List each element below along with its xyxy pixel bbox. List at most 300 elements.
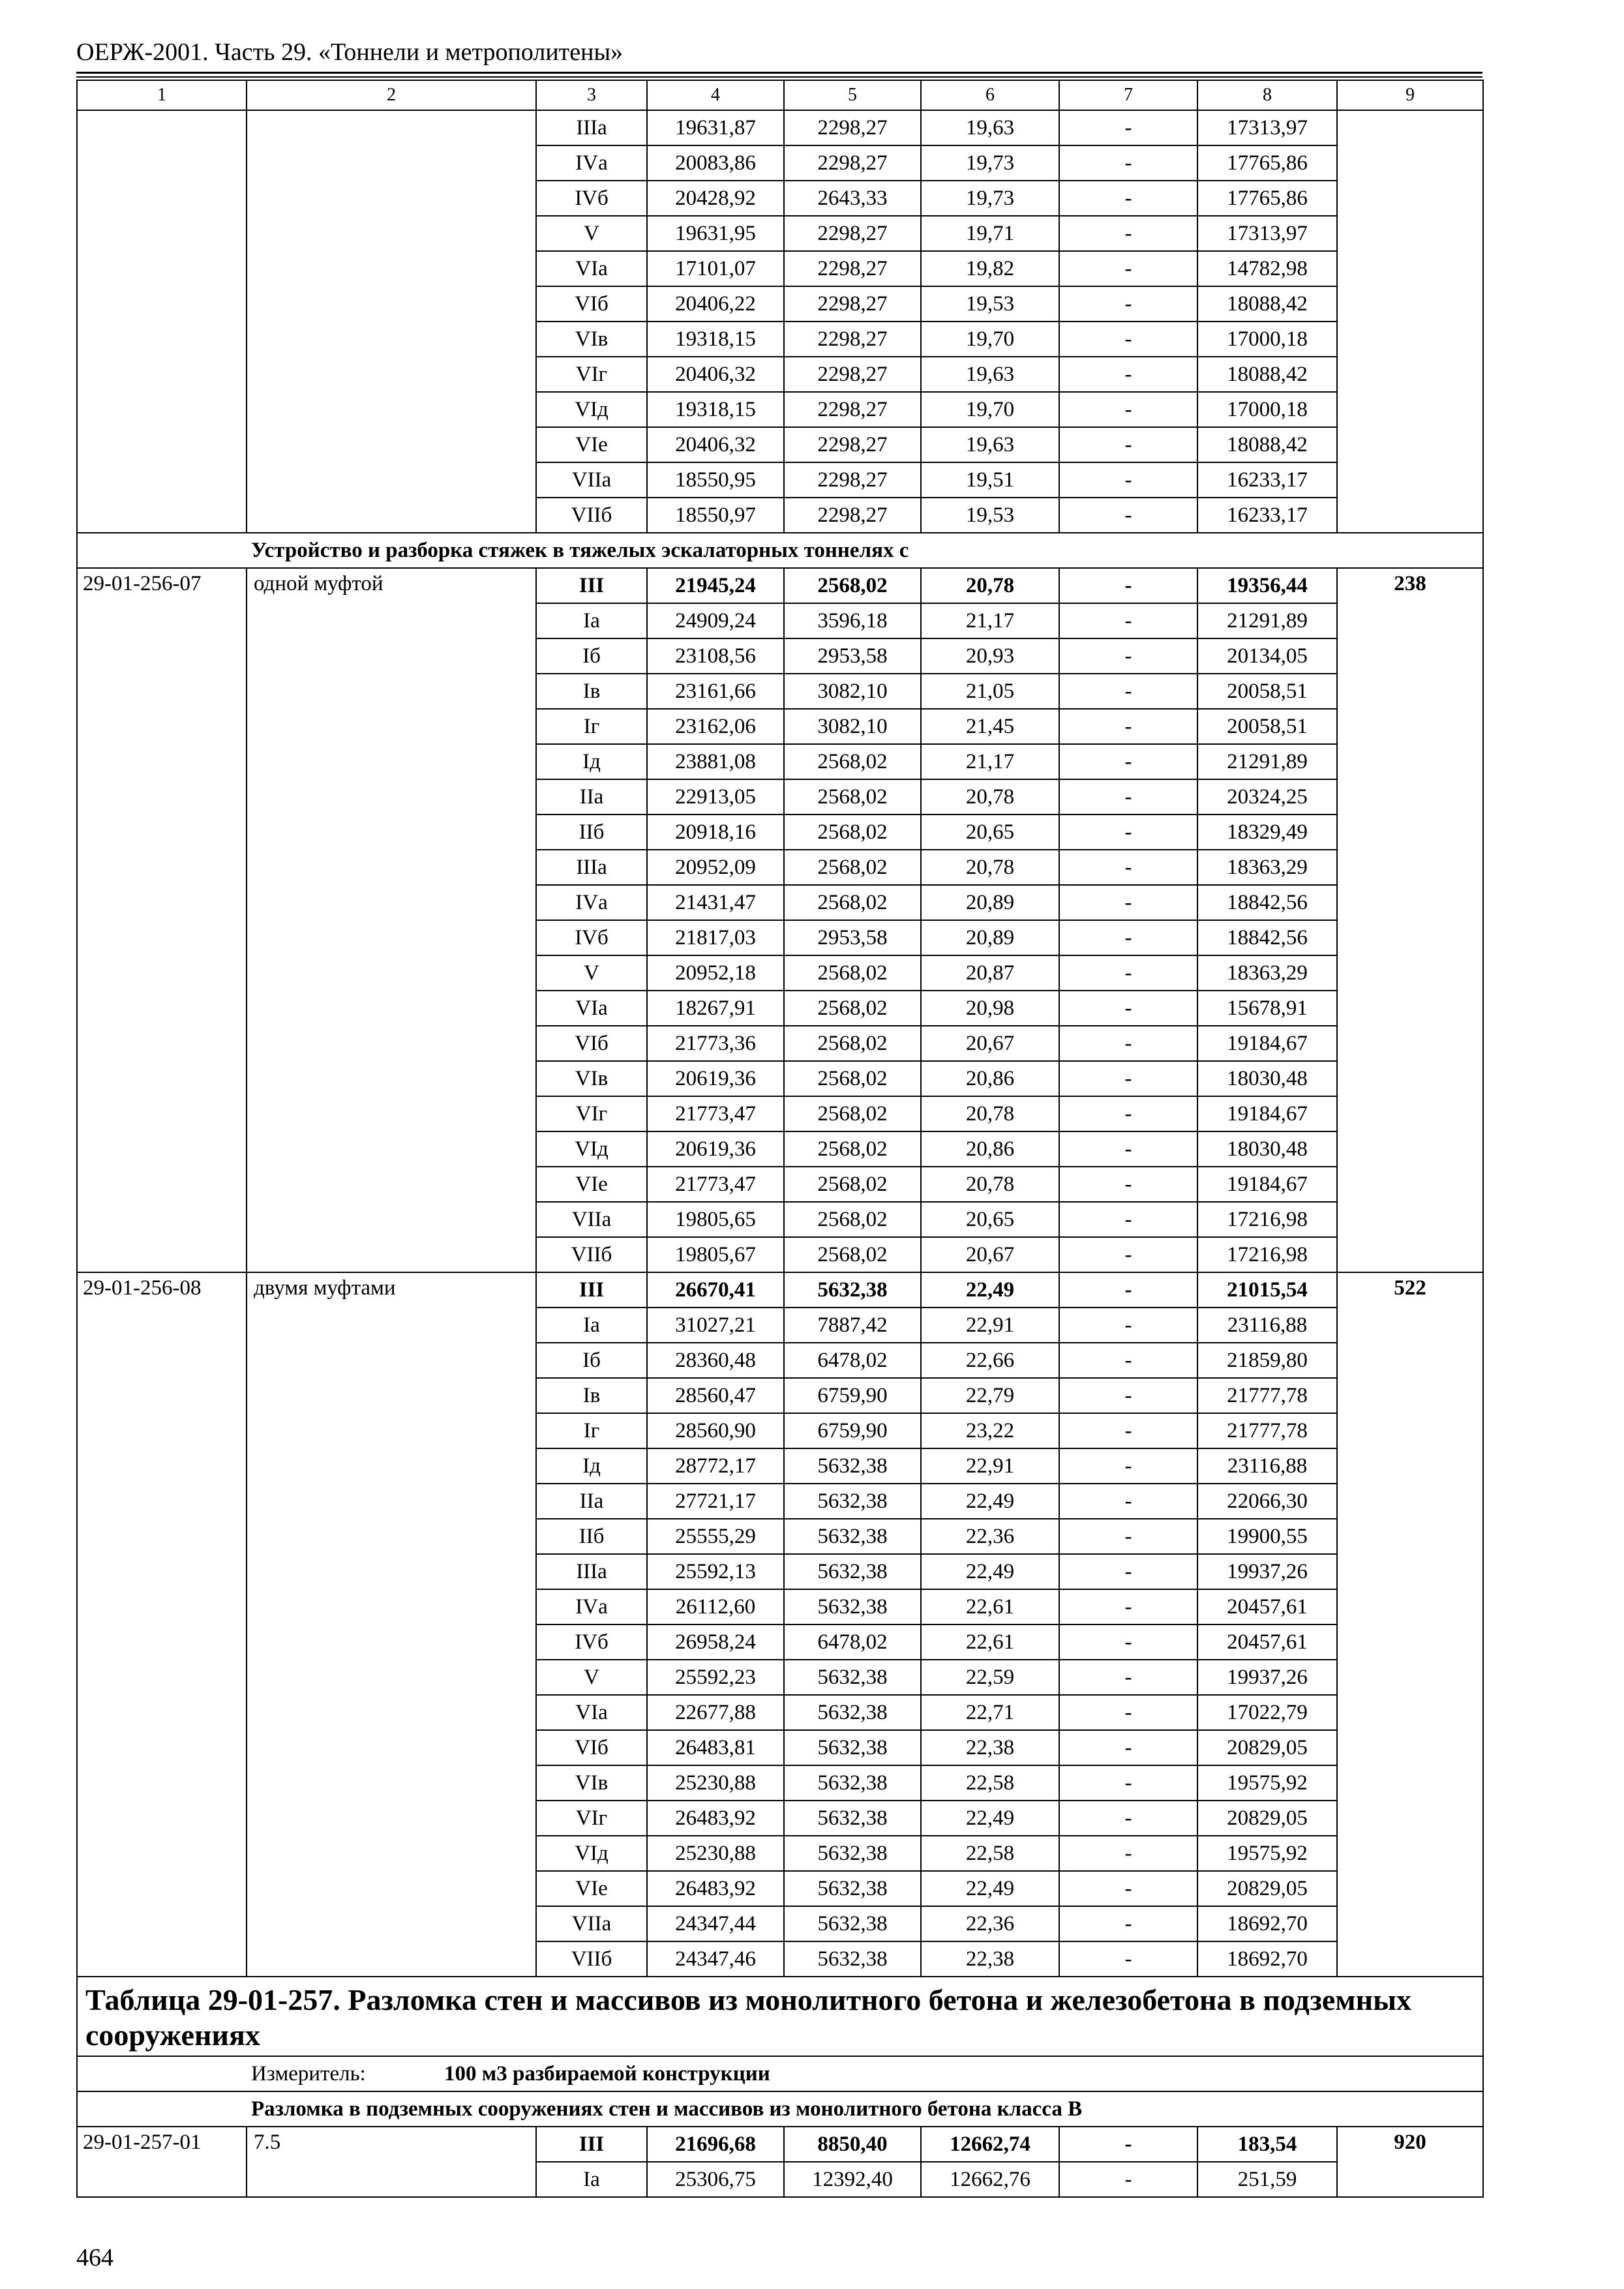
- driver-wage-cell: -: [1059, 427, 1197, 462]
- wage-cell: 5632,38: [784, 1554, 921, 1589]
- machine-cell: 22,91: [921, 1448, 1059, 1484]
- driver-wage-cell: -: [1059, 216, 1197, 251]
- column-number: 7: [1059, 80, 1197, 110]
- material-cell: 17313,97: [1197, 216, 1337, 251]
- measure-row: [77, 2056, 1483, 2091]
- machine-cell: 22,91: [921, 1308, 1059, 1343]
- wage-cell: 2298,27: [784, 498, 921, 533]
- zone-cell: VIд: [536, 1131, 647, 1167]
- machine-cell: 19,70: [921, 392, 1059, 427]
- total-cost-cell: 19805,67: [647, 1237, 784, 1272]
- measure-value: 100 м3 разбираемой конструкции: [444, 2062, 770, 2086]
- machine-cell: 23,22: [921, 1413, 1059, 1448]
- material-cell: 21291,89: [1197, 603, 1337, 638]
- total-cost-cell: 20406,32: [647, 357, 784, 392]
- table-title: Таблица 29-01-257. Разломка стен и массивов из монолитного бетона и железобетона в подземных сооружениях: [77, 1977, 1483, 2056]
- total-cost-cell: 20952,09: [647, 850, 784, 885]
- machine-cell: 22,49: [921, 1272, 1059, 1308]
- wage-cell: 12392,40: [784, 2162, 921, 2197]
- machine-cell: 21,45: [921, 709, 1059, 744]
- wage-cell: 6478,02: [784, 1624, 921, 1660]
- wage-cell: 2298,27: [784, 357, 921, 392]
- total-cost-cell: 19631,95: [647, 216, 784, 251]
- machine-cell: 19,53: [921, 498, 1059, 533]
- driver-wage-cell: -: [1059, 1624, 1197, 1660]
- zone-cell: VIг: [536, 1801, 647, 1836]
- total-cost-cell: 31027,21: [647, 1308, 784, 1343]
- material-cell: 19900,55: [1197, 1519, 1337, 1554]
- wage-cell: 2568,02: [784, 1096, 921, 1131]
- zone-cell: Iб: [536, 1343, 647, 1378]
- total-cost-cell: 25592,23: [647, 1660, 784, 1695]
- wage-cell: 3596,18: [784, 603, 921, 638]
- wage-cell: 2298,27: [784, 427, 921, 462]
- zone-cell: VIIб: [536, 1237, 647, 1272]
- section-title-row: [77, 2091, 1483, 2127]
- description-cell: [247, 110, 536, 533]
- zone-cell: IIа: [536, 1484, 647, 1519]
- material-cell: 19184,67: [1197, 1167, 1337, 1202]
- material-cell: 18692,70: [1197, 1941, 1337, 1977]
- zone-cell: IVб: [536, 1624, 647, 1660]
- total-cost-cell: 18550,95: [647, 462, 784, 498]
- driver-wage-cell: -: [1059, 1343, 1197, 1378]
- driver-wage-cell: -: [1059, 286, 1197, 322]
- measure-label: Измеритель:: [251, 2062, 366, 2086]
- material-cell: 20829,05: [1197, 1871, 1337, 1906]
- material-cell: 19575,92: [1197, 1765, 1337, 1801]
- driver-wage-cell: -: [1059, 1237, 1197, 1272]
- material-cell: 251,59: [1197, 2162, 1337, 2197]
- machine-cell: 19,53: [921, 286, 1059, 322]
- material-cell: 19184,67: [1197, 1096, 1337, 1131]
- wage-cell: 2953,58: [784, 638, 921, 674]
- zone-cell: VIIб: [536, 1941, 647, 1977]
- machine-cell: 22,58: [921, 1765, 1059, 1801]
- driver-wage-cell: -: [1059, 1202, 1197, 1237]
- total-cost-cell: 26483,92: [647, 1871, 784, 1906]
- driver-wage-cell: -: [1059, 1448, 1197, 1484]
- wage-cell: 2568,02: [784, 815, 921, 850]
- total-cost-cell: 20083,86: [647, 145, 784, 181]
- total-cost-cell: 23108,56: [647, 638, 784, 674]
- wage-cell: 5632,38: [784, 1906, 921, 1941]
- total-cost-cell: 20619,36: [647, 1061, 784, 1096]
- zone-cell: VIб: [536, 1026, 647, 1061]
- wage-cell: 2568,02: [784, 744, 921, 779]
- driver-wage-cell: -: [1059, 1378, 1197, 1413]
- zone-cell: III: [536, 568, 647, 603]
- machine-cell: 22,38: [921, 1941, 1059, 1977]
- driver-wage-cell: -: [1059, 1484, 1197, 1519]
- total-cost-cell: 21817,03: [647, 920, 784, 955]
- total-cost-cell: 28560,47: [647, 1378, 784, 1413]
- wage-cell: 2568,02: [784, 850, 921, 885]
- total-cost-cell: 19631,87: [647, 110, 784, 145]
- total-cost-cell: 25592,13: [647, 1554, 784, 1589]
- column-number: 2: [247, 80, 536, 110]
- rate-code-cell: 29-01-257-01: [77, 2127, 247, 2197]
- rate-code-cell: 29-01-256-08: [77, 1272, 247, 1977]
- driver-wage-cell: -: [1059, 1131, 1197, 1167]
- zone-cell: IVа: [536, 1589, 647, 1624]
- material-cell: 20829,05: [1197, 1730, 1337, 1765]
- resource-code-cell: [1337, 110, 1483, 533]
- resource-code-cell: 522: [1337, 1272, 1483, 1977]
- description-cell: 7.5: [247, 2127, 536, 2197]
- zone-cell: Iд: [536, 1448, 647, 1484]
- wage-cell: 6759,90: [784, 1378, 921, 1413]
- driver-wage-cell: -: [1059, 1308, 1197, 1343]
- zone-cell: VIв: [536, 1765, 647, 1801]
- machine-cell: 20,87: [921, 955, 1059, 991]
- total-cost-cell: 26112,60: [647, 1589, 784, 1624]
- description-cell: одной муфтой: [247, 568, 536, 1272]
- zone-cell: V: [536, 1660, 647, 1695]
- machine-cell: 20,78: [921, 779, 1059, 815]
- driver-wage-cell: -: [1059, 955, 1197, 991]
- zone-cell: VIд: [536, 1836, 647, 1871]
- material-cell: 19937,26: [1197, 1554, 1337, 1589]
- wage-cell: 2568,02: [784, 1131, 921, 1167]
- material-cell: 18088,42: [1197, 427, 1337, 462]
- driver-wage-cell: -: [1059, 392, 1197, 427]
- total-cost-cell: 19805,65: [647, 1202, 784, 1237]
- machine-cell: 20,89: [921, 920, 1059, 955]
- zone-cell: VIIа: [536, 1906, 647, 1941]
- machine-cell: 19,63: [921, 110, 1059, 145]
- driver-wage-cell: -: [1059, 498, 1197, 533]
- wage-cell: 5632,38: [784, 1519, 921, 1554]
- rate-code-cell: [77, 110, 247, 533]
- machine-cell: 22,49: [921, 1801, 1059, 1836]
- zone-cell: IIIа: [536, 110, 647, 145]
- wage-cell: 6759,90: [784, 1413, 921, 1448]
- wage-cell: 5632,38: [784, 1448, 921, 1484]
- material-cell: 19356,44: [1197, 568, 1337, 603]
- material-cell: 18842,56: [1197, 920, 1337, 955]
- wage-cell: 2568,02: [784, 1061, 921, 1096]
- wage-cell: 2568,02: [784, 991, 921, 1026]
- wage-cell: 2568,02: [784, 779, 921, 815]
- table-row: [77, 568, 1483, 603]
- zone-cell: Iб: [536, 638, 647, 674]
- table-row: [77, 110, 1483, 145]
- total-cost-cell: 21773,36: [647, 1026, 784, 1061]
- total-cost-cell: 17101,07: [647, 251, 784, 286]
- column-number: 5: [784, 80, 921, 110]
- zone-cell: Iд: [536, 744, 647, 779]
- table-row: [77, 1272, 1483, 1308]
- resource-code-cell: 920: [1337, 2127, 1483, 2197]
- machine-cell: 20,65: [921, 1202, 1059, 1237]
- zone-cell: VIе: [536, 1167, 647, 1202]
- zone-cell: Iа: [536, 603, 647, 638]
- wage-cell: 2298,27: [784, 216, 921, 251]
- table-title-row: [77, 1977, 1483, 2056]
- zone-cell: VIа: [536, 1695, 647, 1730]
- driver-wage-cell: -: [1059, 568, 1197, 603]
- page-header: ОЕРЖ-2001. Часть 29. «Тоннели и метрополитены»: [76, 38, 624, 66]
- driver-wage-cell: -: [1059, 1801, 1197, 1836]
- material-cell: 18363,29: [1197, 955, 1337, 991]
- material-cell: 18030,48: [1197, 1131, 1337, 1167]
- machine-cell: 20,67: [921, 1237, 1059, 1272]
- total-cost-cell: 18550,97: [647, 498, 784, 533]
- driver-wage-cell: -: [1059, 920, 1197, 955]
- machine-cell: 22,49: [921, 1871, 1059, 1906]
- driver-wage-cell: -: [1059, 603, 1197, 638]
- machine-cell: 20,86: [921, 1061, 1059, 1096]
- total-cost-cell: 27721,17: [647, 1484, 784, 1519]
- driver-wage-cell: -: [1059, 1096, 1197, 1131]
- driver-wage-cell: -: [1059, 1836, 1197, 1871]
- wage-cell: 5632,38: [784, 1660, 921, 1695]
- material-cell: 21859,80: [1197, 1343, 1337, 1378]
- total-cost-cell: 23881,08: [647, 744, 784, 779]
- wage-cell: 5632,38: [784, 1695, 921, 1730]
- material-cell: 19184,67: [1197, 1026, 1337, 1061]
- zone-cell: Iв: [536, 674, 647, 709]
- total-cost-cell: 20918,16: [647, 815, 784, 850]
- column-number: 8: [1197, 80, 1337, 110]
- material-cell: 20457,61: [1197, 1589, 1337, 1624]
- material-cell: 18842,56: [1197, 885, 1337, 920]
- material-cell: 21777,78: [1197, 1378, 1337, 1413]
- total-cost-cell: 25230,88: [647, 1836, 784, 1871]
- machine-cell: 21,17: [921, 744, 1059, 779]
- wage-cell: 2568,02: [784, 955, 921, 991]
- machine-cell: 19,73: [921, 145, 1059, 181]
- zone-cell: IVб: [536, 920, 647, 955]
- driver-wage-cell: -: [1059, 1871, 1197, 1906]
- wage-cell: 5632,38: [784, 1836, 921, 1871]
- machine-cell: 21,05: [921, 674, 1059, 709]
- wage-cell: 2568,02: [784, 885, 921, 920]
- zone-cell: VIIб: [536, 498, 647, 533]
- column-number: 9: [1337, 80, 1483, 110]
- total-cost-cell: 24347,46: [647, 1941, 784, 1977]
- material-cell: 17022,79: [1197, 1695, 1337, 1730]
- total-cost-cell: 22913,05: [647, 779, 784, 815]
- material-cell: 18030,48: [1197, 1061, 1337, 1096]
- material-cell: 18088,42: [1197, 357, 1337, 392]
- wage-cell: 2298,27: [784, 322, 921, 357]
- driver-wage-cell: -: [1059, 1941, 1197, 1977]
- total-cost-cell: 21773,47: [647, 1096, 784, 1131]
- wage-cell: 5632,38: [784, 1941, 921, 1977]
- material-cell: 17765,86: [1197, 145, 1337, 181]
- machine-cell: 19,82: [921, 251, 1059, 286]
- machine-cell: 22,49: [921, 1484, 1059, 1519]
- machine-cell: 19,51: [921, 462, 1059, 498]
- total-cost-cell: 23162,06: [647, 709, 784, 744]
- total-cost-cell: 25306,75: [647, 2162, 784, 2197]
- wage-cell: 2298,27: [784, 392, 921, 427]
- wage-cell: 5632,38: [784, 1801, 921, 1836]
- page-number: 464: [76, 2244, 113, 2271]
- machine-cell: 22,61: [921, 1624, 1059, 1660]
- machine-cell: 20,89: [921, 885, 1059, 920]
- total-cost-cell: 20619,36: [647, 1131, 784, 1167]
- material-cell: 21015,54: [1197, 1272, 1337, 1308]
- wage-cell: 2568,02: [784, 1167, 921, 1202]
- total-cost-cell: 22677,88: [647, 1695, 784, 1730]
- header-rule: [76, 72, 1482, 74]
- driver-wage-cell: -: [1059, 2162, 1197, 2197]
- driver-wage-cell: -: [1059, 1519, 1197, 1554]
- machine-cell: 19,73: [921, 181, 1059, 216]
- column-number: 1: [77, 80, 247, 110]
- total-cost-cell: 18267,91: [647, 991, 784, 1026]
- material-cell: 20324,25: [1197, 779, 1337, 815]
- zone-cell: IIа: [536, 779, 647, 815]
- total-cost-cell: 26958,24: [647, 1624, 784, 1660]
- wage-cell: 2298,27: [784, 145, 921, 181]
- zone-cell: VIе: [536, 1871, 647, 1906]
- zone-cell: VIд: [536, 392, 647, 427]
- wage-cell: 2953,58: [784, 920, 921, 955]
- description-cell: двумя муфтами: [247, 1272, 536, 1977]
- wage-cell: 2298,27: [784, 462, 921, 498]
- total-cost-cell: 21945,24: [647, 568, 784, 603]
- total-cost-cell: 20952,18: [647, 955, 784, 991]
- driver-wage-cell: -: [1059, 145, 1197, 181]
- wage-cell: 2643,33: [784, 181, 921, 216]
- zone-cell: Iа: [536, 2162, 647, 2197]
- material-cell: 18363,29: [1197, 850, 1337, 885]
- zone-cell: VIIа: [536, 1202, 647, 1237]
- wage-cell: 2298,27: [784, 286, 921, 322]
- driver-wage-cell: -: [1059, 1167, 1197, 1202]
- total-cost-cell: 20428,92: [647, 181, 784, 216]
- machine-cell: 12662,74: [921, 2127, 1059, 2162]
- material-cell: 23116,88: [1197, 1448, 1337, 1484]
- material-cell: 23116,88: [1197, 1308, 1337, 1343]
- material-cell: 17216,98: [1197, 1202, 1337, 1237]
- material-cell: 19575,92: [1197, 1836, 1337, 1871]
- material-cell: 18692,70: [1197, 1906, 1337, 1941]
- driver-wage-cell: -: [1059, 322, 1197, 357]
- price-table: [76, 80, 1484, 2198]
- total-cost-cell: 24347,44: [647, 1906, 784, 1941]
- column-number: 6: [921, 80, 1059, 110]
- wage-cell: 6478,02: [784, 1343, 921, 1378]
- wage-cell: 5632,38: [784, 1589, 921, 1624]
- wage-cell: 5632,38: [784, 1730, 921, 1765]
- machine-cell: 22,61: [921, 1589, 1059, 1624]
- machine-cell: 19,63: [921, 357, 1059, 392]
- wage-cell: 2568,02: [784, 1237, 921, 1272]
- total-cost-cell: 24909,24: [647, 603, 784, 638]
- total-cost-cell: 21431,47: [647, 885, 784, 920]
- wage-cell: 2568,02: [784, 568, 921, 603]
- section-title: Разломка в подземных сооружениях стен и массивов из монолитного бетона класса В: [77, 2091, 1483, 2127]
- driver-wage-cell: -: [1059, 991, 1197, 1026]
- machine-cell: 21,17: [921, 603, 1059, 638]
- total-cost-cell: 25230,88: [647, 1765, 784, 1801]
- driver-wage-cell: -: [1059, 638, 1197, 674]
- material-cell: 22066,30: [1197, 1484, 1337, 1519]
- wage-cell: 2298,27: [784, 251, 921, 286]
- wage-cell: 2568,02: [784, 1202, 921, 1237]
- zone-cell: III: [536, 1272, 647, 1308]
- wage-cell: 2568,02: [784, 1026, 921, 1061]
- total-cost-cell: 19318,15: [647, 392, 784, 427]
- total-cost-cell: 23161,66: [647, 674, 784, 709]
- total-cost-cell: 20406,32: [647, 427, 784, 462]
- machine-cell: 20,67: [921, 1026, 1059, 1061]
- wage-cell: 3082,10: [784, 674, 921, 709]
- zone-cell: IVб: [536, 181, 647, 216]
- machine-cell: 19,70: [921, 322, 1059, 357]
- material-cell: 17000,18: [1197, 322, 1337, 357]
- machine-cell: 22,58: [921, 1836, 1059, 1871]
- wage-cell: 8850,40: [784, 2127, 921, 2162]
- zone-cell: VIв: [536, 1061, 647, 1096]
- driver-wage-cell: -: [1059, 1660, 1197, 1695]
- driver-wage-cell: -: [1059, 779, 1197, 815]
- total-cost-cell: 21773,47: [647, 1167, 784, 1202]
- driver-wage-cell: -: [1059, 1061, 1197, 1096]
- zone-cell: Iг: [536, 709, 647, 744]
- zone-cell: VIIа: [536, 462, 647, 498]
- driver-wage-cell: -: [1059, 251, 1197, 286]
- machine-cell: 20,65: [921, 815, 1059, 850]
- zone-cell: VIа: [536, 991, 647, 1026]
- machine-cell: 19,71: [921, 216, 1059, 251]
- machine-cell: 20,93: [921, 638, 1059, 674]
- total-cost-cell: 28360,48: [647, 1343, 784, 1378]
- column-number: 4: [647, 80, 784, 110]
- machine-cell: 19,63: [921, 427, 1059, 462]
- zone-cell: VIг: [536, 357, 647, 392]
- zone-cell: IIIа: [536, 850, 647, 885]
- machine-cell: 12662,76: [921, 2162, 1059, 2197]
- material-cell: 17765,86: [1197, 181, 1337, 216]
- wage-cell: 5632,38: [784, 1765, 921, 1801]
- wage-cell: 3082,10: [784, 709, 921, 744]
- zone-cell: IVа: [536, 145, 647, 181]
- machine-cell: 22,36: [921, 1519, 1059, 1554]
- wage-cell: 5632,38: [784, 1272, 921, 1308]
- material-cell: 20058,51: [1197, 709, 1337, 744]
- machine-cell: 22,59: [921, 1660, 1059, 1695]
- zone-cell: Iа: [536, 1308, 647, 1343]
- driver-wage-cell: -: [1059, 1765, 1197, 1801]
- driver-wage-cell: -: [1059, 1272, 1197, 1308]
- total-cost-cell: 26483,81: [647, 1730, 784, 1765]
- material-cell: 20457,61: [1197, 1624, 1337, 1660]
- zone-cell: VIб: [536, 1730, 647, 1765]
- wage-cell: 7887,42: [784, 1308, 921, 1343]
- material-cell: 17216,98: [1197, 1237, 1337, 1272]
- machine-cell: 22,49: [921, 1554, 1059, 1589]
- driver-wage-cell: -: [1059, 462, 1197, 498]
- zone-cell: VIв: [536, 322, 647, 357]
- machine-cell: 22,71: [921, 1695, 1059, 1730]
- zone-cell: III: [536, 2127, 647, 2162]
- driver-wage-cell: -: [1059, 1695, 1197, 1730]
- zone-cell: IIб: [536, 1519, 647, 1554]
- material-cell: 20134,05: [1197, 638, 1337, 674]
- total-cost-cell: 28772,17: [647, 1448, 784, 1484]
- column-number-row: [77, 80, 1483, 110]
- driver-wage-cell: -: [1059, 850, 1197, 885]
- material-cell: 21777,78: [1197, 1413, 1337, 1448]
- column-number: 3: [536, 80, 647, 110]
- rate-code-cell: 29-01-256-07: [77, 568, 247, 1272]
